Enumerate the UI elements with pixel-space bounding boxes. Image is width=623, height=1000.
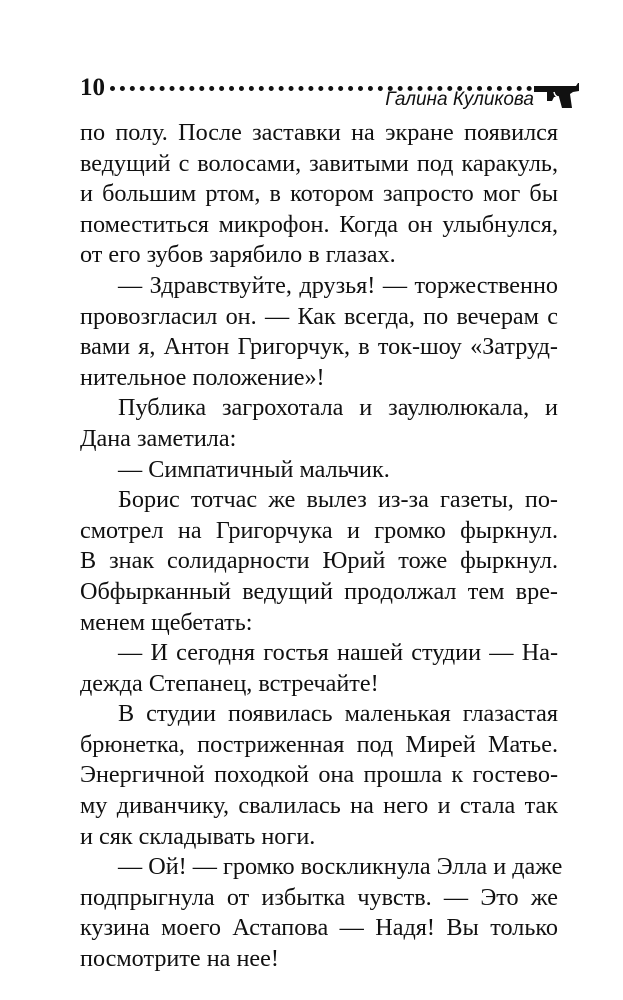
text-line: В студии появилась маленькая глазастая: [118, 700, 558, 728]
text-line: Публика загрохотала и заулюлюкала, и: [118, 394, 558, 422]
paragraph: [80, 638, 558, 699]
text-line: Борис тотчас же вылез из-за газеты, по-: [118, 486, 558, 514]
text-line: поместиться микрофон. Когда он улыбнулся,: [80, 210, 558, 238]
text-line: нительное положение»!: [80, 363, 325, 391]
text-line: посмотрите на нее!: [80, 945, 279, 973]
text-line: — И сегодня гостья нашей студии — На-: [118, 639, 558, 667]
text-line: ведущий с волосами, завитыми под каракуль,: [80, 149, 558, 177]
paragraph: [80, 455, 558, 486]
paragraph: [80, 393, 558, 454]
text-line: Энергичной походкой она прошла к гостево-: [80, 761, 558, 789]
text-line: менем щебетать:: [80, 608, 253, 636]
paragraph: [80, 852, 563, 974]
paragraph: [80, 699, 558, 852]
text-line: и большим ртом, в котором запросто мог бы: [80, 180, 558, 208]
text-line: — Симпатичный мальчик.: [118, 455, 390, 483]
text-line: Обфырканный ведущий продолжал тем вре-: [80, 577, 558, 605]
text-line: и сяк складывать ноги.: [80, 822, 316, 850]
text-line: Дана заметила:: [80, 424, 237, 452]
paragraph: [80, 485, 558, 638]
text-line: брюнетка, постриженная под Мирей Матье.: [80, 730, 558, 758]
running-header: [80, 74, 580, 114]
text-line: дежда Степанец, встречайте!: [80, 669, 379, 697]
text-line: кузина моего Астапова — Надя! Вы только: [80, 914, 558, 942]
paragraph: [80, 271, 558, 393]
text-line: смотрел на Григорчука и громко фыркнул.: [80, 516, 558, 544]
paragraph: [80, 118, 558, 271]
text-line: В знак солидарности Юрий тоже фыркнул.: [80, 547, 558, 575]
text-line: — Здравствуйте, друзья! — торжественно: [118, 271, 558, 299]
text-line: вами я, Антон Григорчук, в ток-шоу «Затруд-: [80, 333, 558, 361]
text-line: провозгласил он. — Как всегда, по вечерам с: [80, 302, 558, 330]
page-text: [80, 118, 563, 975]
text-line: подпрыгнула от избытка чувств. — Это же: [80, 883, 558, 911]
page-number: 10: [80, 74, 105, 101]
running-head-author: Галина Куликова: [385, 89, 534, 110]
text-line: — Ой! — громко воскликнула Элла и даже: [118, 853, 563, 881]
text-line: от его зубов зарябило в глазах.: [80, 241, 396, 269]
text-line: по полу. После заставки на экране появился: [80, 119, 558, 146]
text-line: му диванчику, свалилась на него и стала так: [80, 792, 558, 820]
pistol-icon: [532, 80, 580, 110]
